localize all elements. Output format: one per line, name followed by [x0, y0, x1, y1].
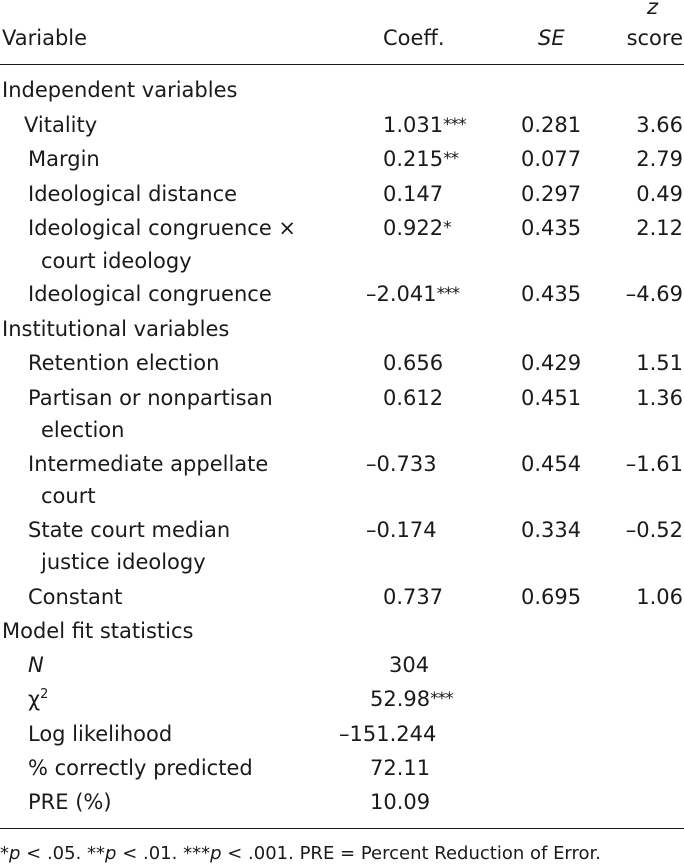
row-se-retention-election: 0.429 — [521, 351, 582, 375]
row-se-median: 0.334 — [521, 518, 582, 542]
row-coeff-constant: 0.737 — [383, 585, 444, 609]
section-title-independent: Independent variables — [2, 78, 238, 102]
row-coeff-partisan: 0.612 — [383, 386, 444, 410]
row-coeff-vitality: 1.031*** — [383, 113, 466, 137]
significance-stars: *** — [436, 284, 460, 304]
significance-stars: ** — [443, 149, 459, 169]
header-rule — [0, 64, 684, 65]
row-se-margin: 0.077 — [521, 147, 582, 171]
row-label-congruence-court-line1: Ideological congruence × — [28, 216, 297, 240]
footer-rule — [0, 828, 684, 829]
fit-label-chi-square: $\chi^2$ — [28, 687, 49, 711]
row-coeff-congruence-court: 0.922* — [383, 216, 451, 240]
row-label-partisan-line2: election — [41, 418, 125, 442]
row-z-median: –0.52 — [625, 518, 683, 542]
row-z-vitality: 3.66 — [636, 113, 683, 137]
row-coeff-margin: 0.215** — [383, 147, 459, 171]
row-z-congruence-court: 2.12 — [636, 216, 683, 240]
significance-stars: *** — [430, 689, 453, 709]
row-label-ideological-congruence: Ideological congruence — [28, 282, 272, 306]
row-se-ideological-distance: 0.297 — [521, 182, 582, 206]
header-z-line2: score — [626, 26, 683, 50]
row-label-retention-election: Retention election — [28, 351, 220, 375]
row-se-constant: 0.695 — [521, 585, 582, 609]
row-z-ideological-congruence: –4.69 — [625, 282, 683, 306]
fit-label-correctly-predicted: % correctly predicted — [28, 756, 253, 780]
section-title-institutional: Institutional variables — [2, 317, 230, 341]
row-z-appellate: –1.61 — [625, 452, 683, 476]
fit-value-pre: 10.09 — [370, 790, 431, 814]
header-variable: Variable — [2, 26, 88, 50]
row-label-vitality: Vitality — [24, 113, 98, 137]
row-label-appellate-line2: court — [41, 484, 96, 508]
significance-stars: *** — [443, 115, 466, 135]
row-se-partisan: 0.451 — [521, 386, 582, 410]
header-se: SE — [538, 26, 565, 50]
row-coeff-ideological-congruence: –2.041*** — [366, 282, 460, 306]
fit-value-n: 304 — [389, 653, 430, 677]
row-z-partisan: 1.36 — [636, 386, 683, 410]
row-coeff-appellate: –0.733 — [366, 452, 437, 476]
row-se-ideological-congruence: 0.435 — [521, 282, 582, 306]
row-coeff-median: –0.174 — [366, 518, 437, 542]
fit-label-pre: PRE (%) — [28, 790, 112, 814]
row-label-median-line2: justice ideology — [41, 550, 206, 574]
row-z-constant: 1.06 — [636, 585, 683, 609]
row-label-median-line1: State court median — [28, 518, 231, 542]
row-label-appellate-line1: Intermediate appellate — [28, 452, 269, 476]
row-label-constant: Constant — [28, 585, 123, 609]
fit-label-n: N — [28, 653, 44, 677]
row-z-ideological-distance: 0.49 — [636, 182, 683, 206]
row-label-partisan-line1: Partisan or nonpartisan — [28, 386, 273, 410]
row-se-appellate: 0.454 — [521, 452, 582, 476]
row-label-margin: Margin — [28, 147, 100, 171]
fit-label-log-likelihood: Log likelihood — [28, 722, 173, 746]
header-z-line1: z — [647, 0, 659, 19]
fit-value-correctly-predicted: 72.11 — [370, 756, 431, 780]
row-label-ideological-distance: Ideological distance — [28, 182, 238, 206]
row-coeff-retention-election: 0.656 — [383, 351, 444, 375]
significance-stars: * — [443, 218, 451, 238]
row-se-vitality: 0.281 — [521, 113, 582, 137]
fit-value-chi-square: 52.98*** — [370, 687, 453, 711]
fit-value-log-likelihood: –151.244 — [339, 722, 437, 746]
row-z-margin: 2.79 — [636, 147, 683, 171]
row-coeff-ideological-distance: 0.147 — [383, 182, 444, 206]
section-title-model-fit: Model fit statistics — [2, 619, 194, 643]
header-coeff: Coeff. — [383, 26, 445, 50]
row-label-congruence-court-line2: court ideology — [41, 249, 192, 273]
row-se-congruence-court: 0.435 — [521, 216, 582, 240]
footnote: *p < .05. **p < .01. ***p < .001. PRE = Percent Reduction of Error. — [0, 843, 602, 864]
row-z-retention-election: 1.51 — [636, 351, 683, 375]
